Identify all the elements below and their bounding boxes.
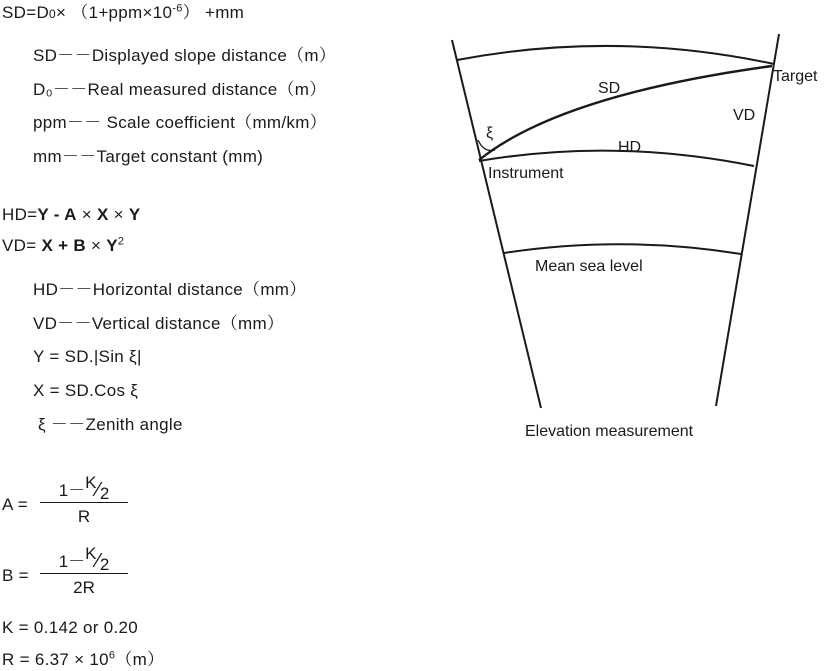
mean-sea-label: Mean sea level — [535, 258, 643, 275]
target-label: Target — [773, 68, 818, 85]
b-def-numerator: 1－K⁄2 — [58, 544, 110, 574]
hv-def-hd: HD－－Horizontal distance（mm） — [33, 280, 307, 299]
vd-formula: $VD= X + B \times Y^2$ — [2, 235, 125, 255]
hd-arc — [479, 151, 754, 166]
sd-def-real: D₀－－Real measured distance（m） — [33, 80, 327, 99]
sd-def-displayed: SD－－Displayed slope distance（m） — [33, 46, 337, 65]
hv-def-zenith: ξ －－Zenith angle — [38, 415, 183, 434]
hv-def-vd: VD－－Vertical distance（mm） — [33, 314, 285, 333]
right-vertical-line — [716, 34, 779, 406]
a-def-numerator: 1－K⁄2 — [58, 473, 110, 503]
k-value: K = 0.142 or 0.20 — [2, 618, 139, 637]
left-vertical-line — [452, 40, 541, 408]
sd-label: SD — [598, 80, 621, 97]
sd-formula: $SD=D0\times (1+ppm\times 10^{-6}) +mm$ — [2, 2, 245, 22]
diagram-caption: Elevation measurement — [525, 423, 694, 440]
hd-formula: HD=Y - A × X × Y — [2, 205, 141, 224]
b-def-lhs: B = — [2, 566, 29, 585]
top-arc — [457, 46, 774, 64]
b-def-denominator: 2R — [73, 578, 95, 597]
a-def-lhs: A = — [2, 495, 28, 514]
mean-sea-arc — [504, 244, 741, 254]
sd-def-mm: mm－－Target constant (mm) — [33, 147, 264, 166]
sd-def-ppm: ppm－－ Scale coefficient（mm/km） — [33, 113, 327, 132]
r-value: $R = 6.37 \times 10^6(m)$ — [2, 649, 165, 669]
a-def-denominator: R — [77, 507, 91, 526]
hv-def-x: X = SD.Cos ξ — [33, 381, 139, 400]
zenith-symbol: ξ — [486, 125, 494, 142]
vd-label: VD — [733, 107, 756, 124]
instrument-label: Instrument — [488, 165, 564, 182]
hv-def-y: Y = SD.|Sin ξ| — [33, 347, 142, 366]
hd-label: HD — [618, 139, 642, 156]
